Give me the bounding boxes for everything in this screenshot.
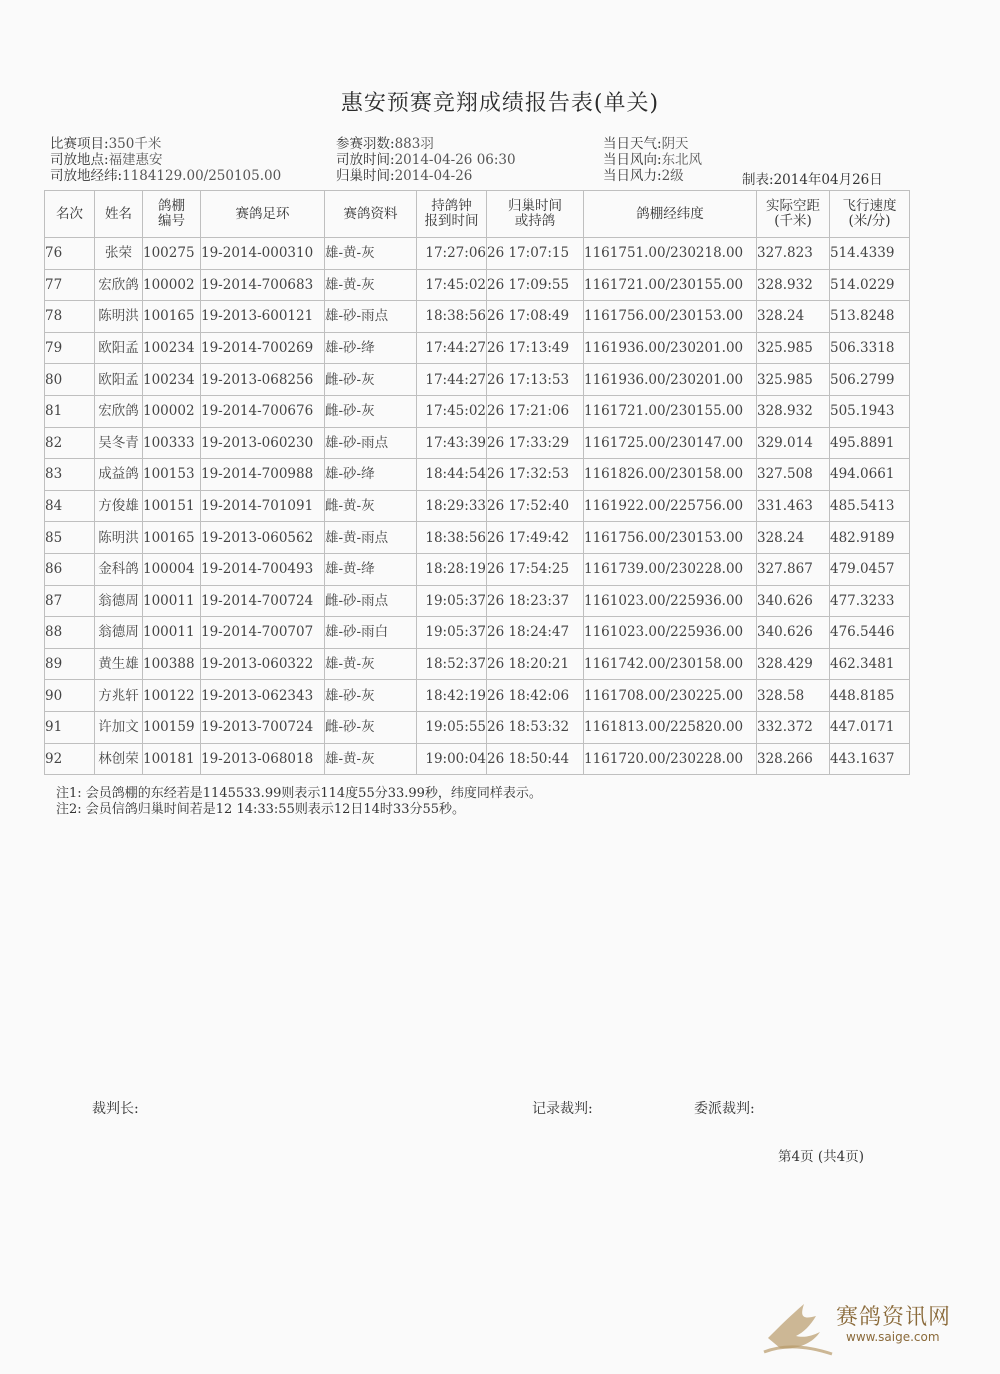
cell-clock-time: 18:28:19 xyxy=(417,553,487,585)
header-line: 持鸽钟 xyxy=(431,198,472,214)
cell-ring: 19-2014-700707 xyxy=(201,617,325,649)
header-pigeon-info: 赛鸽资料 xyxy=(325,191,417,238)
cell-return-time: 26 17:09:55 xyxy=(487,269,584,301)
cell-speed: 495.8891 xyxy=(830,427,910,459)
cell-rank: 78 xyxy=(45,301,95,333)
appointed-referee-signature: 委派裁判: xyxy=(694,1101,755,1117)
cell-speed: 494.0661 xyxy=(830,459,910,491)
cell-distance: 328.58 xyxy=(757,680,830,712)
info-label: 制表: xyxy=(742,172,774,188)
cell-loft-id: 100159 xyxy=(143,711,201,743)
table-row xyxy=(45,395,910,427)
cell-clock-time: 18:38:56 xyxy=(417,522,487,554)
cell-return-time: 26 17:32:53 xyxy=(487,459,584,491)
cell-pigeon-info: 雄-砂-雨点 xyxy=(325,427,417,459)
cell-rank: 83 xyxy=(45,459,95,491)
cell-speed: 506.2799 xyxy=(830,364,910,396)
cell-speed: 448.8185 xyxy=(830,680,910,712)
cell-name: 成益鸽 xyxy=(95,459,143,491)
release-coord-row xyxy=(50,168,281,184)
cell-return-time: 26 18:20:21 xyxy=(487,648,584,680)
cell-ring: 19-2013-060562 xyxy=(201,522,325,554)
cell-speed: 485.5413 xyxy=(830,490,910,522)
cell-rank: 80 xyxy=(45,364,95,396)
cell-clock-time: 18:44:54 xyxy=(417,459,487,491)
cell-name: 欧阳孟 xyxy=(95,332,143,364)
header-ring: 赛鸽足环 xyxy=(201,191,325,238)
cell-distance: 328.266 xyxy=(757,743,830,775)
table-row xyxy=(45,459,910,491)
header-clock-time xyxy=(417,191,487,238)
results-table xyxy=(44,190,910,775)
watermark-logo xyxy=(760,1286,970,1366)
cell-coordinates: 1161725.00/230147.00 xyxy=(584,427,757,459)
cell-loft-id: 100002 xyxy=(143,395,201,427)
table-row xyxy=(45,711,910,743)
cell-return-time: 26 17:33:29 xyxy=(487,427,584,459)
cell-rank: 91 xyxy=(45,711,95,743)
cell-ring: 19-2013-062343 xyxy=(201,680,325,712)
cell-speed: 514.4339 xyxy=(830,238,910,270)
header-name: 姓名 xyxy=(95,191,143,238)
info-value: 阴天 xyxy=(661,136,689,152)
cell-loft-id: 100333 xyxy=(143,427,201,459)
cell-ring: 19-2013-060322 xyxy=(201,648,325,680)
info-value: 350千米 xyxy=(108,136,162,152)
cell-loft-id: 100165 xyxy=(143,522,201,554)
info-label: 当日天气: xyxy=(603,136,662,152)
cell-loft-id: 100011 xyxy=(143,617,201,649)
record-referee-signature: 记录裁判: xyxy=(532,1101,593,1117)
info-value: 东北风 xyxy=(661,152,703,168)
chief-referee-signature: 裁判长: xyxy=(92,1101,139,1117)
cell-distance: 327.867 xyxy=(757,553,830,585)
cell-name: 翁德周 xyxy=(95,585,143,617)
info-label: 参赛羽数: xyxy=(336,136,395,152)
cell-rank: 89 xyxy=(45,648,95,680)
cell-name: 金科鸽 xyxy=(95,553,143,585)
cell-coordinates: 1161708.00/230225.00 xyxy=(584,680,757,712)
cell-coordinates: 1161751.00/230218.00 xyxy=(584,238,757,270)
note-2: 注2: 会员信鸽归巢时间若是12 14:33:55则表示12日14时33分55秒。 xyxy=(56,802,466,817)
cell-loft-id: 100275 xyxy=(143,238,201,270)
cell-coordinates: 1161813.00/225820.00 xyxy=(584,711,757,743)
cell-pigeon-info: 雄-砂-绛 xyxy=(325,332,417,364)
cell-loft-id: 100153 xyxy=(143,459,201,491)
table-row xyxy=(45,617,910,649)
results-body xyxy=(45,238,910,775)
race-item-row xyxy=(50,136,281,152)
cell-loft-id: 100181 xyxy=(143,743,201,775)
cell-distance: 325.985 xyxy=(757,332,830,364)
race-info-column-2 xyxy=(336,136,516,184)
cell-coordinates: 1161742.00/230158.00 xyxy=(584,648,757,680)
cell-rank: 92 xyxy=(45,743,95,775)
cell-pigeon-info: 雌-砂-灰 xyxy=(325,711,417,743)
cell-clock-time: 17:27:06 xyxy=(417,238,487,270)
table-row xyxy=(45,553,910,585)
cell-rank: 82 xyxy=(45,427,95,459)
cell-rank: 86 xyxy=(45,553,95,585)
header-line: 编号 xyxy=(158,213,185,229)
cell-name: 黄生雄 xyxy=(95,648,143,680)
cell-clock-time: 18:29:33 xyxy=(417,490,487,522)
cell-loft-id: 100002 xyxy=(143,269,201,301)
cell-ring: 19-2014-701091 xyxy=(201,490,325,522)
cell-name: 宏欣鸽 xyxy=(95,269,143,301)
cell-coordinates: 1161739.00/230228.00 xyxy=(584,553,757,585)
table-row xyxy=(45,301,910,333)
cell-speed: 505.1943 xyxy=(830,395,910,427)
info-value: 2级 xyxy=(661,168,684,184)
cell-speed: 462.3481 xyxy=(830,648,910,680)
cell-pigeon-info: 雄-黄-绛 xyxy=(325,553,417,585)
header-line: 飞行速度 xyxy=(842,198,897,214)
cell-name: 陈明洪 xyxy=(95,522,143,554)
table-row xyxy=(45,364,910,396)
cell-rank: 77 xyxy=(45,269,95,301)
cell-loft-id: 100151 xyxy=(143,490,201,522)
cell-distance: 328.932 xyxy=(757,269,830,301)
cell-pigeon-info: 雄-黄-灰 xyxy=(325,238,417,270)
wind-force-row xyxy=(603,168,702,184)
cell-clock-time: 17:43:39 xyxy=(417,427,487,459)
cell-pigeon-info: 雄-砂-绛 xyxy=(325,459,417,491)
cell-speed: 443.1637 xyxy=(830,743,910,775)
cell-return-time: 26 17:08:49 xyxy=(487,301,584,333)
cell-return-time: 26 17:13:49 xyxy=(487,332,584,364)
table-row xyxy=(45,490,910,522)
table-row xyxy=(45,585,910,617)
cell-ring: 19-2013-700724 xyxy=(201,711,325,743)
cell-distance: 328.932 xyxy=(757,395,830,427)
cell-name: 张荣 xyxy=(95,238,143,270)
cell-rank: 87 xyxy=(45,585,95,617)
cell-pigeon-info: 雄-黄-雨点 xyxy=(325,522,417,554)
header-line: 报到时间 xyxy=(424,213,479,229)
cell-name: 宏欣鸽 xyxy=(95,395,143,427)
header-speed xyxy=(830,191,910,238)
info-label: 比赛项目: xyxy=(50,136,109,152)
cell-pigeon-info: 雌-砂-灰 xyxy=(325,364,417,396)
table-row xyxy=(45,648,910,680)
cell-speed: 479.0457 xyxy=(830,553,910,585)
cell-speed: 482.9189 xyxy=(830,522,910,554)
cell-pigeon-info: 雄-砂-灰 xyxy=(325,680,417,712)
info-value: 1184129.00/250105.00 xyxy=(122,168,282,184)
cell-return-time: 26 18:24:47 xyxy=(487,617,584,649)
cell-ring: 19-2014-700988 xyxy=(201,459,325,491)
cell-name: 方兆轩 xyxy=(95,680,143,712)
cell-clock-time: 17:45:02 xyxy=(417,269,487,301)
cell-coordinates: 1161936.00/230201.00 xyxy=(584,364,757,396)
cell-pigeon-info: 雄-黄-灰 xyxy=(325,269,417,301)
cell-distance: 325.985 xyxy=(757,364,830,396)
note-1: 注1: 会员鸽棚的东经若是1145533.99则表示114度55分33.99秒，纬度同样表示。 xyxy=(56,786,542,801)
table-row xyxy=(45,427,910,459)
cell-pigeon-info: 雄-砂-雨白 xyxy=(325,617,417,649)
race-info-column-3 xyxy=(603,136,702,184)
cell-clock-time: 19:05:37 xyxy=(417,617,487,649)
cell-loft-id: 100004 xyxy=(143,553,201,585)
cell-return-time: 26 18:50:44 xyxy=(487,743,584,775)
cell-coordinates: 1161721.00/230155.00 xyxy=(584,269,757,301)
return-time-row xyxy=(336,168,516,184)
header-line: 实际空距 xyxy=(766,198,820,214)
cell-name: 林创荣 xyxy=(95,743,143,775)
table-row xyxy=(45,522,910,554)
cell-pigeon-info: 雌-砂-灰 xyxy=(325,395,417,427)
info-value: 2014年04月26日 xyxy=(773,172,883,188)
info-label: 司放地经纬: xyxy=(50,168,123,184)
info-label: 当日风力: xyxy=(603,168,662,184)
cell-return-time: 26 17:13:53 xyxy=(487,364,584,396)
cell-pigeon-info: 雌-黄-灰 xyxy=(325,490,417,522)
cell-distance: 332.372 xyxy=(757,711,830,743)
cell-ring: 19-2014-700724 xyxy=(201,585,325,617)
info-label: 当日风向: xyxy=(603,152,662,168)
cell-distance: 331.463 xyxy=(757,490,830,522)
cell-pigeon-info: 雄-砂-雨点 xyxy=(325,301,417,333)
header-coordinates: 鸽棚经纬度 xyxy=(584,191,757,238)
release-location-row xyxy=(50,152,281,168)
header-line: (千米) xyxy=(774,213,812,229)
info-label: 司放时间: xyxy=(336,152,395,168)
cell-return-time: 26 17:52:40 xyxy=(487,490,584,522)
cell-coordinates: 1161756.00/230153.00 xyxy=(584,522,757,554)
cell-ring: 19-2014-000310 xyxy=(201,238,325,270)
header-line: 鸽棚 xyxy=(158,198,185,214)
report-title: 惠安预赛竞翔成绩报告表(单关) xyxy=(340,91,660,116)
cell-clock-time: 17:45:02 xyxy=(417,395,487,427)
cell-distance: 328.24 xyxy=(757,301,830,333)
watermark-url: www.saige.com xyxy=(846,1330,940,1344)
cell-clock-time: 18:38:56 xyxy=(417,301,487,333)
table-header-row xyxy=(45,191,910,238)
cell-ring: 19-2014-700683 xyxy=(201,269,325,301)
cell-ring: 19-2013-068256 xyxy=(201,364,325,396)
cell-pigeon-info: 雌-砂-雨点 xyxy=(325,585,417,617)
cell-clock-time: 18:42:19 xyxy=(417,680,487,712)
cell-distance: 327.508 xyxy=(757,459,830,491)
page-number: 第4页 (共4页) xyxy=(778,1149,865,1165)
cell-clock-time: 18:52:37 xyxy=(417,648,487,680)
cell-name: 欧阳孟 xyxy=(95,364,143,396)
table-row xyxy=(45,332,910,364)
cell-ring: 19-2013-068018 xyxy=(201,743,325,775)
header-distance xyxy=(757,191,830,238)
cell-distance: 327.823 xyxy=(757,238,830,270)
cell-ring: 19-2013-060230 xyxy=(201,427,325,459)
cell-distance: 340.626 xyxy=(757,617,830,649)
cell-name: 许加文 xyxy=(95,711,143,743)
weather-row xyxy=(603,136,702,152)
cell-rank: 85 xyxy=(45,522,95,554)
cell-distance: 328.24 xyxy=(757,522,830,554)
cell-clock-time: 17:44:27 xyxy=(417,332,487,364)
cell-speed: 476.5446 xyxy=(830,617,910,649)
header-line: (米/分) xyxy=(848,213,891,229)
race-info-column-1 xyxy=(50,136,281,184)
cell-return-time: 26 17:49:42 xyxy=(487,522,584,554)
cell-rank: 76 xyxy=(45,238,95,270)
made-on-date xyxy=(742,168,883,188)
watermark-site-name: 赛鸽资讯网 xyxy=(836,1305,952,1330)
cell-coordinates: 1161756.00/230153.00 xyxy=(584,301,757,333)
cell-loft-id: 100234 xyxy=(143,364,201,396)
cell-loft-id: 100122 xyxy=(143,680,201,712)
cell-return-time: 26 17:21:06 xyxy=(487,395,584,427)
info-value: 883羽 xyxy=(394,136,434,152)
cell-speed: 513.8248 xyxy=(830,301,910,333)
cell-name: 吴冬青 xyxy=(95,427,143,459)
release-time-row xyxy=(336,152,516,168)
cell-return-time: 26 18:53:32 xyxy=(487,711,584,743)
cell-return-time: 26 17:54:25 xyxy=(487,553,584,585)
header-return-time xyxy=(487,191,584,238)
cell-ring: 19-2014-700676 xyxy=(201,395,325,427)
cell-clock-time: 19:05:37 xyxy=(417,585,487,617)
cell-distance: 340.626 xyxy=(757,585,830,617)
cell-coordinates: 1161922.00/225756.00 xyxy=(584,490,757,522)
cell-coordinates: 1161023.00/225936.00 xyxy=(584,617,757,649)
cell-loft-id: 100234 xyxy=(143,332,201,364)
cell-ring: 19-2014-700269 xyxy=(201,332,325,364)
header-line: 或持鸽 xyxy=(514,213,556,229)
cell-name: 翁德周 xyxy=(95,617,143,649)
cell-return-time: 26 18:42:06 xyxy=(487,680,584,712)
cell-speed: 477.3233 xyxy=(830,585,910,617)
pigeon-logo-icon xyxy=(760,1286,840,1366)
cell-ring: 19-2013-600121 xyxy=(201,301,325,333)
info-value: 2014-04-26 xyxy=(394,168,473,184)
cell-coordinates: 1161826.00/230158.00 xyxy=(584,459,757,491)
cell-coordinates: 1161023.00/225936.00 xyxy=(584,585,757,617)
cell-rank: 90 xyxy=(45,680,95,712)
cell-coordinates: 1161720.00/230228.00 xyxy=(584,743,757,775)
cell-clock-time: 19:05:55 xyxy=(417,711,487,743)
info-value: 福建惠安 xyxy=(108,152,163,168)
cell-rank: 88 xyxy=(45,617,95,649)
cell-distance: 328.429 xyxy=(757,648,830,680)
cell-coordinates: 1161936.00/230201.00 xyxy=(584,332,757,364)
cell-ring: 19-2014-700493 xyxy=(201,553,325,585)
cell-rank: 84 xyxy=(45,490,95,522)
cell-name: 方俊雄 xyxy=(95,490,143,522)
table-row xyxy=(45,269,910,301)
cell-clock-time: 19:00:04 xyxy=(417,743,487,775)
cell-rank: 81 xyxy=(45,395,95,427)
cell-return-time: 26 17:07:15 xyxy=(487,238,584,270)
table-row xyxy=(45,680,910,712)
header-line: 归巢时间 xyxy=(508,198,562,214)
entry-count-row xyxy=(336,136,516,152)
cell-loft-id: 100165 xyxy=(143,301,201,333)
table-row xyxy=(45,238,910,270)
info-value: 2014-04-26 06:30 xyxy=(394,152,516,168)
wind-direction-row xyxy=(603,152,702,168)
info-label: 归巢时间: xyxy=(336,168,395,184)
cell-speed: 506.3318 xyxy=(830,332,910,364)
cell-name: 陈明洪 xyxy=(95,301,143,333)
cell-loft-id: 100388 xyxy=(143,648,201,680)
info-label: 司放地点: xyxy=(50,152,109,168)
cell-coordinates: 1161721.00/230155.00 xyxy=(584,395,757,427)
cell-pigeon-info: 雄-黄-灰 xyxy=(325,648,417,680)
cell-speed: 514.0229 xyxy=(830,269,910,301)
header-rank: 名次 xyxy=(45,191,95,238)
cell-clock-time: 17:44:27 xyxy=(417,364,487,396)
cell-return-time: 26 18:23:37 xyxy=(487,585,584,617)
cell-pigeon-info: 雄-黄-灰 xyxy=(325,743,417,775)
table-row xyxy=(45,743,910,775)
cell-distance: 329.014 xyxy=(757,427,830,459)
header-loft-id xyxy=(143,191,201,238)
cell-loft-id: 100011 xyxy=(143,585,201,617)
cell-rank: 79 xyxy=(45,332,95,364)
cell-speed: 447.0171 xyxy=(830,711,910,743)
